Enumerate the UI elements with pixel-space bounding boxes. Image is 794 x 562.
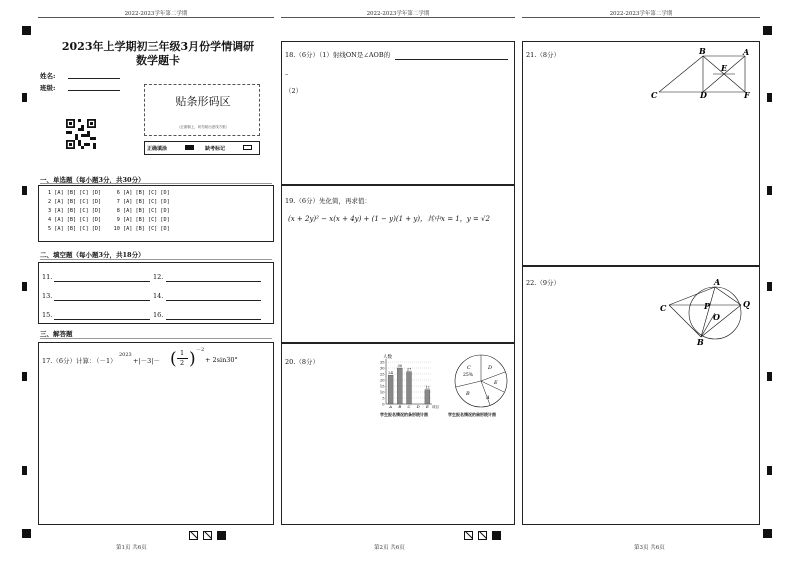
bar-value-label: 27 [406,367,412,372]
bar-category-label: C [407,404,411,409]
blank-number-16: 16. [153,311,164,319]
point-b: B [697,337,704,347]
q17-expr-neg1: （－1） [93,357,117,365]
q21-label: 21.（8分） [526,51,560,59]
blank-16[interactable] [166,319,261,320]
q22-figure [657,275,757,347]
qr-code [66,119,96,149]
class-label: 班级: [40,84,56,92]
point-a: A [714,277,721,287]
q18-part2: （2） [285,87,303,95]
pie-label-b: B [466,391,470,397]
point-d: D [700,90,707,98]
q22-answer-box[interactable] [522,266,760,525]
q17-expr-abs: +|－3|－ [133,357,160,365]
mc-row[interactable]: 1 [A] [B] [C] [D] 6 [A] [B] [C] [D] [48,190,170,196]
bar-C [407,372,412,404]
pie-chart [452,352,510,410]
pie-label-c: C [467,365,471,371]
pie-caption: 学生报名情况的扇形统计图 [448,412,496,417]
q17-expr-exp2023: 2023 [119,352,132,358]
bar-B [397,368,402,404]
point-c: C [660,303,667,313]
bar-category-label: B [398,404,402,409]
point-e: E [721,63,728,73]
q20-answer-box[interactable] [281,343,515,525]
scan-mark [189,531,198,540]
timing-mark [22,466,27,475]
registration-mark [22,529,31,538]
fill-blank-box [38,262,274,324]
q18-dash: – [285,70,289,78]
registration-mark [763,26,772,35]
page-footer-2: 第2页 共6页 [374,545,405,551]
scan-mark [203,531,212,540]
blank-11[interactable] [54,281,150,282]
point-p: P [704,301,711,311]
exam-subtitle: 数学题卡 [136,54,180,67]
name-label: 姓名: [40,72,56,80]
q17-label: 17.（6分）计算： [42,357,96,365]
q21-figure [651,46,751,98]
bar-value-label: 24 [388,371,393,376]
timing-mark [767,282,772,291]
bar-A [388,375,393,404]
bar-tick-label: 35 [379,360,385,365]
mc-answer-box [38,185,274,242]
timing-mark [22,186,27,195]
mc-row[interactable]: 2 [A] [B] [C] [D] 7 [A] [B] [C] [D] [48,199,170,205]
q17-expr-paren-open: ( [170,349,177,369]
bar-tick-label: 20 [379,378,385,383]
scan-mark [478,531,487,540]
bar-category-label: E [426,404,429,409]
section-divider [40,259,272,260]
section2-title: 二、填空题（每小题3分，共18分） [40,251,145,259]
point-a: A [743,47,750,57]
bar-tick-label: 30 [379,366,385,371]
page-header: 2022-2023学年第二学期 [281,9,515,18]
q18-answer-box[interactable] [281,41,515,185]
page-header: 2022-2023学年第二学期 [38,9,274,18]
bar-caption: 学生报名情况的条形统计图 [380,412,428,417]
pie-pct: 25% [463,373,474,378]
q21-answer-box[interactable] [522,41,760,266]
bar-value-label: 30 [397,364,403,368]
timing-mark [22,372,27,381]
timing-mark [22,282,27,291]
timing-mark [767,372,772,381]
mc-row[interactable]: 3 [A] [B] [C] [D] 8 [A] [B] [C] [D] [48,208,170,214]
blank-12[interactable] [166,281,261,282]
bar-category-label: A [389,404,392,409]
blank-number-11: 11. [42,273,53,281]
correct-fill-sample [185,145,194,150]
q19-label: 19.（6分）先化简，再求值： [285,197,371,205]
missing-exam-checkbox[interactable] [243,145,252,150]
exam-title: 2023年上学期初三年级3月份学情调研 [61,40,255,53]
scan-mark [217,531,226,540]
bar-tick-label: 15 [379,384,385,389]
bar-chart [374,352,446,410]
pie-label-e: E [494,380,498,386]
correct-fill-label: 正确填涂 [147,146,168,152]
blank-15[interactable] [54,319,150,320]
registration-mark [763,529,772,538]
bar-tick-label: 10 [379,390,385,395]
fill-legend [144,141,260,155]
page-footer-1: 第1页 共6页 [116,545,147,551]
point-c: C [651,90,658,98]
name-field[interactable] [68,78,120,79]
barcode-note: （正面朝上，切勿贴出虚线方框） [176,125,230,129]
bar-category-label: D [416,404,420,409]
bar-ylabel: 人数 [383,355,392,360]
bar-E [425,390,430,404]
bar-tick-label: 25 [379,372,385,377]
timing-mark [767,186,772,195]
q22-label: 22.（9分） [526,279,560,287]
q20-label: 20.（8分） [285,358,319,366]
timing-mark [767,93,772,102]
q19-answer-box[interactable] [281,185,515,343]
scan-mark [464,531,473,540]
pie-label-a: A [486,395,490,401]
point-o: O [713,312,720,322]
blank-13[interactable] [54,300,150,301]
scan-mark [492,531,501,540]
section-divider [40,338,272,339]
section-divider [40,183,272,184]
blank-number-13: 13. [42,292,53,300]
mc-row[interactable]: 4 [A] [B] [C] [D] 9 [A] [B] [C] [D] [48,217,170,223]
point-f: F [744,90,750,98]
blank-number-12: 12. [153,273,164,281]
bar-value-label: 12 [425,385,430,390]
bar-xlabel: 项目 [432,405,439,409]
q17-expr-sin: + 2sin30° [205,356,238,364]
point-q: Q [743,299,750,309]
registration-mark [22,26,31,35]
q17-expr-frac-den: 2 [180,359,185,367]
barcode-title: 贴条形码区 [175,95,231,108]
bar-tick-label: 0 [382,402,385,407]
page-header: 2022-2023学年第二学期 [522,9,760,18]
bar-tick-label: 5 [382,396,385,401]
point-b: B [699,46,706,56]
blank-number-14: 14. [153,292,164,300]
timing-mark [767,466,772,475]
q17-expr-frac-num: 1 [180,349,185,357]
class-field[interactable] [68,90,120,91]
blank-14[interactable] [166,300,261,301]
q17-expr-paren-close: ) [189,349,196,369]
q18-blank[interactable] [395,59,508,60]
barcode-area [144,84,260,136]
mc-row[interactable]: 5 [A] [B] [C] [D] 10 [A] [B] [C] [D] [48,226,170,232]
q19-expression: (x + 2y)² − x(x + 4y) + (1 − y)(1 + y)，其中x = 1，y = √2 [288,215,490,223]
q17-answer-box[interactable] [38,342,274,525]
q18-label: 18.（6分）（1）射线ON是∠AOB的 [285,51,391,59]
section3-title: 三、解答题 [40,330,73,338]
page-footer-3: 第3页 共6页 [634,545,665,551]
q17-expr-exp-neg2: －2 [196,347,205,353]
timing-mark [22,93,27,102]
missing-exam-label: 缺考标记 [205,146,226,152]
blank-number-15: 15. [42,311,53,319]
pie-label-d: D [488,365,493,371]
section1-title: 一、单选题（每小题3分，共30分） [40,176,145,184]
